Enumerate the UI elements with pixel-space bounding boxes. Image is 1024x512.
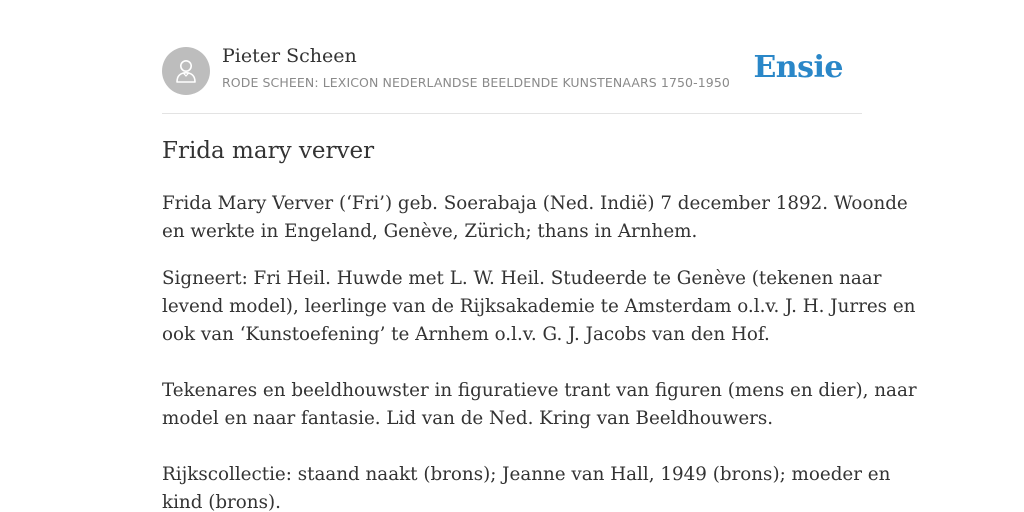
user-icon [171, 56, 201, 86]
paragraph-line: en werkte in Engeland, Genève, Zürich; thans in Arnhem. [162, 221, 698, 242]
source-title[interactable]: RODE SCHEEN: LEXICON NEDERLANDSE BEELDENDE KUNSTENAARS 1750-1950 [222, 75, 730, 90]
paragraph-line: ook van ‘Kunstoefening’ te Arnhem o.l.v. G. J. Jacobs van den Hof. [162, 324, 770, 345]
paragraph-line: Signeert: Fri Heil. Huwde met L. W. Heil. Studeerde te Genève (tekenen naar [162, 268, 882, 289]
author-avatar[interactable] [162, 47, 210, 95]
paragraph-collection [162, 461, 891, 512]
paragraph-work [162, 377, 917, 433]
article-header [162, 0, 862, 114]
paragraph-line: Frida Mary Verver (‘Fri’) geb. Soerabaja (Ned. Indië) 7 december 1892. Woonde [162, 193, 908, 214]
paragraph-line: model en naar fantasie. Lid van de Ned. Kring van Beeldhouwers. [162, 408, 774, 429]
paragraph-training [162, 265, 916, 349]
page-title: Frida mary verver [162, 138, 375, 164]
ensie-logo[interactable]: Ensie [753, 50, 843, 85]
article-container [162, 0, 917, 512]
paragraph-line: levend model), leerlinge van de Rijksakademie te Amsterdam o.l.v. J. H. Jurres en [162, 296, 916, 317]
paragraph-biography [162, 190, 908, 246]
paragraph-line: kind (brons). [162, 492, 281, 512]
author-name[interactable]: Pieter Scheen [222, 45, 357, 67]
paragraph-line: Tekenares en beeldhouwster in figuratieve trant van figuren (mens en dier), naar [162, 380, 917, 401]
paragraph-line: Rijkscollectie: staand naakt (brons); Jeanne van Hall, 1949 (brons); moeder en [162, 464, 891, 485]
